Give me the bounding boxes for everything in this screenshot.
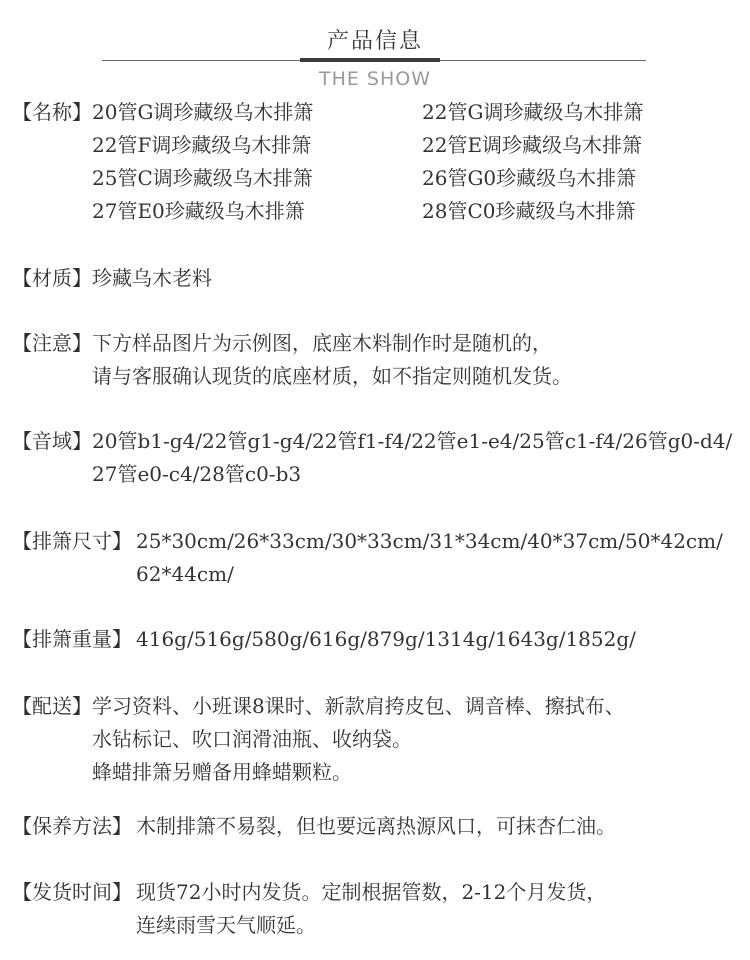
product-name: 27管E0珍藏级乌木排箫 [92,199,305,223]
section-name [12,96,740,228]
product-name: 22管F调珍藏级乌木排箫 [92,133,312,157]
section-label: 【注意】 [12,331,92,355]
product-name: 25管C调珍藏级乌木排箫 [92,166,313,190]
product-name: 22管G调珍藏级乌木排箫 [422,100,644,124]
title-divider-accent [300,58,440,62]
section-note [12,327,740,393]
section-label: 【材质】 [12,266,92,290]
section-text: 27管e0-c4/28管c0-b3 [92,462,302,486]
list-item [92,195,732,228]
section-material [12,262,740,295]
section-size [12,525,740,591]
header [0,0,750,100]
section-weight [12,623,740,656]
product-name: 20管G调珍藏级乌木排箫 [92,100,314,124]
section-label: 【音域】 [12,429,92,453]
section-text: 下方样品图片为示例图，底座木料制作时是随机的， [92,331,552,355]
section-text: 20管b1-g4/22管g1-g4/22管f1-f4/22管e1-e4/25管c1-f4/26管g0-d4/ [92,429,733,453]
section-text: 请与客服确认现货的底座材质，如不指定则随机发货。 [92,364,572,388]
section-text: 蜂蜡排箫另赠备用蜂蜡颗粒。 [92,760,352,784]
section-label: 【名称】 [12,100,92,124]
section-text: 416g/516g/580g/616g/879g/1314g/1643g/1852g/ [136,627,636,651]
product-name: 22管E调珍藏级乌木排箫 [422,133,643,157]
section-text: 25*30cm/26*33cm/30*33cm/31*34cm/40*37cm/50*42cm/ [136,529,723,553]
section-text: 62*44cm/ [136,562,234,586]
section-text: 学习资料、小班课8课时、新款肩挎皮包、调音棒、擦拭布、 [92,694,625,718]
section-text: 珍藏乌木老料 [92,266,212,290]
list-item [92,129,732,162]
page-title: 产品信息 [326,29,423,54]
section-delivery-items [12,690,740,789]
section-text: 连续雨雪天气顺延。 [136,913,316,937]
section-label: 【排箫尺寸】 [12,529,132,553]
section-label: 【配送】 [12,694,92,718]
section-label: 【排箫重量】 [12,627,132,651]
product-name: 26管G0珍藏级乌木排箫 [422,166,637,190]
section-care [12,810,740,843]
page-subtitle: THE SHOW [318,68,432,90]
section-label: 【发货时间】 [12,880,132,904]
section-text: 水钻标记、吹口润滑油瓶、收纳袋。 [92,727,412,751]
list-item [92,96,732,129]
product-name-list [92,96,732,228]
list-item [92,162,732,195]
section-text: 木制排箫不易裂，但也要远离热源风口，可抹杏仁油。 [136,814,616,838]
section-shipping [12,876,740,942]
section-range [12,425,740,491]
section-label: 【保养方法】 [12,814,132,838]
product-name: 28管C0珍藏级乌木排箫 [422,199,636,223]
section-text: 现货72小时内发货。定制根据管数，2-12个月发货， [136,880,607,904]
